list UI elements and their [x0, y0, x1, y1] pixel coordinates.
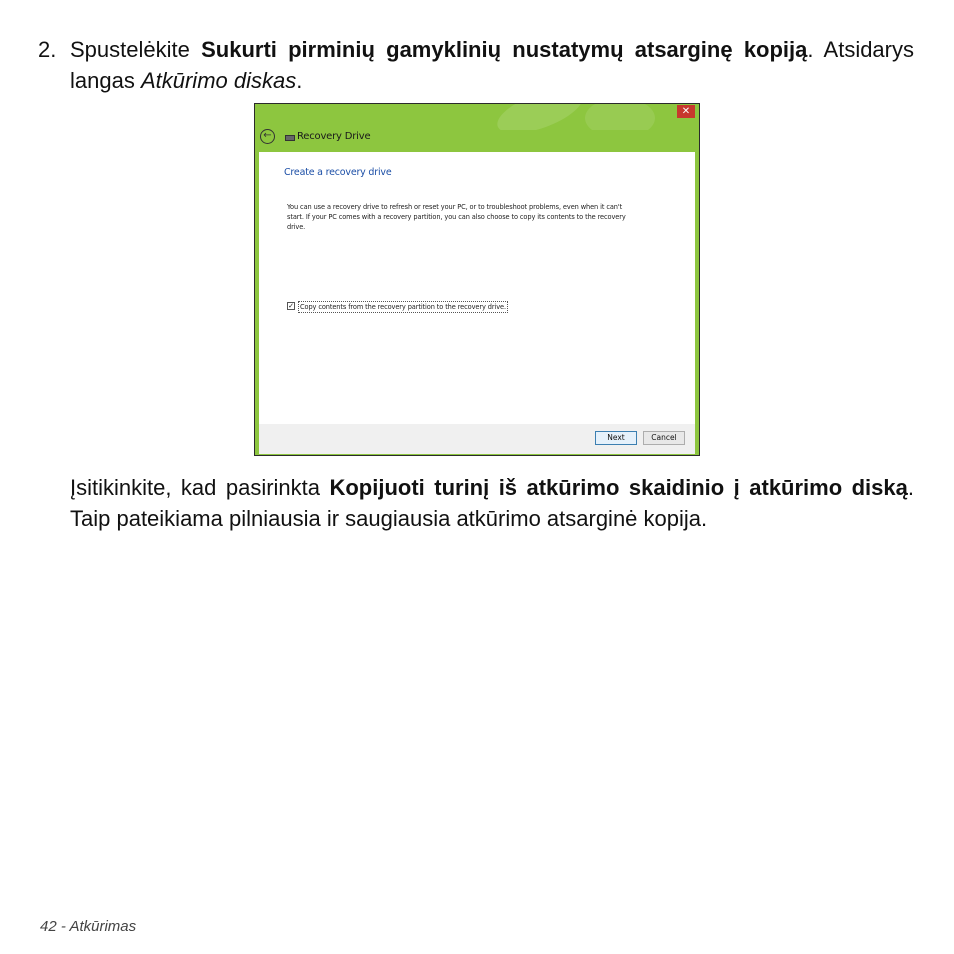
confirm-bold-text: Kopijuoti turinį iš atkūrimo skaidinio į atkūrimo diską	[329, 475, 908, 500]
recovery-drive-window-screenshot	[254, 103, 700, 456]
step-text-before: Spustelėkite	[70, 37, 202, 62]
next-button[interactable]: Next	[595, 431, 637, 445]
back-arrow-icon[interactable]: ←	[260, 129, 275, 144]
window-footer	[259, 424, 695, 454]
titlebar-decoration	[492, 104, 588, 130]
step-number: 2.	[38, 37, 57, 62]
confirm-paragraph	[70, 472, 914, 534]
confirm-text-before: Įsitikinkite, kad pasirinkta	[70, 475, 330, 500]
step-text-middle: . Atsidarys langas	[70, 37, 914, 93]
step-italic-text: Atkūrimo diskas	[140, 68, 297, 93]
window-description: You can use a recovery drive to refresh or reset your PC, or to troubleshoot problems, even when it can't start. If your PC comes with a recovery partition, you can also choose to copy its contents to the recovery drive.	[287, 203, 626, 231]
window-heading: Create a recovery drive	[284, 167, 392, 178]
cancel-button[interactable]: Cancel	[643, 431, 685, 445]
page-footer: 42 - Atkūrimas	[40, 918, 137, 935]
close-icon[interactable]: ✕	[677, 105, 695, 118]
titlebar-decoration	[585, 104, 655, 130]
drive-icon	[285, 135, 295, 141]
window-titlebar	[255, 104, 699, 130]
confirm-text-end: . Taip pateikiama pilniausia ir saugiausia atkūrimo atsarginė kopija.	[70, 475, 915, 531]
window-title: Recovery Drive	[297, 131, 371, 142]
window-content	[259, 152, 695, 424]
step-bold-text: Sukurti pirminių gamyklinių nustatymų atsarginę kopiją	[201, 37, 808, 62]
copy-contents-checkbox[interactable]: ✓	[288, 302, 294, 310]
step-text-end: .	[296, 68, 303, 93]
copy-contents-label[interactable]: Copy contents from the recovery partition to the recovery drive.	[300, 303, 506, 311]
step-2-paragraph	[38, 34, 914, 96]
